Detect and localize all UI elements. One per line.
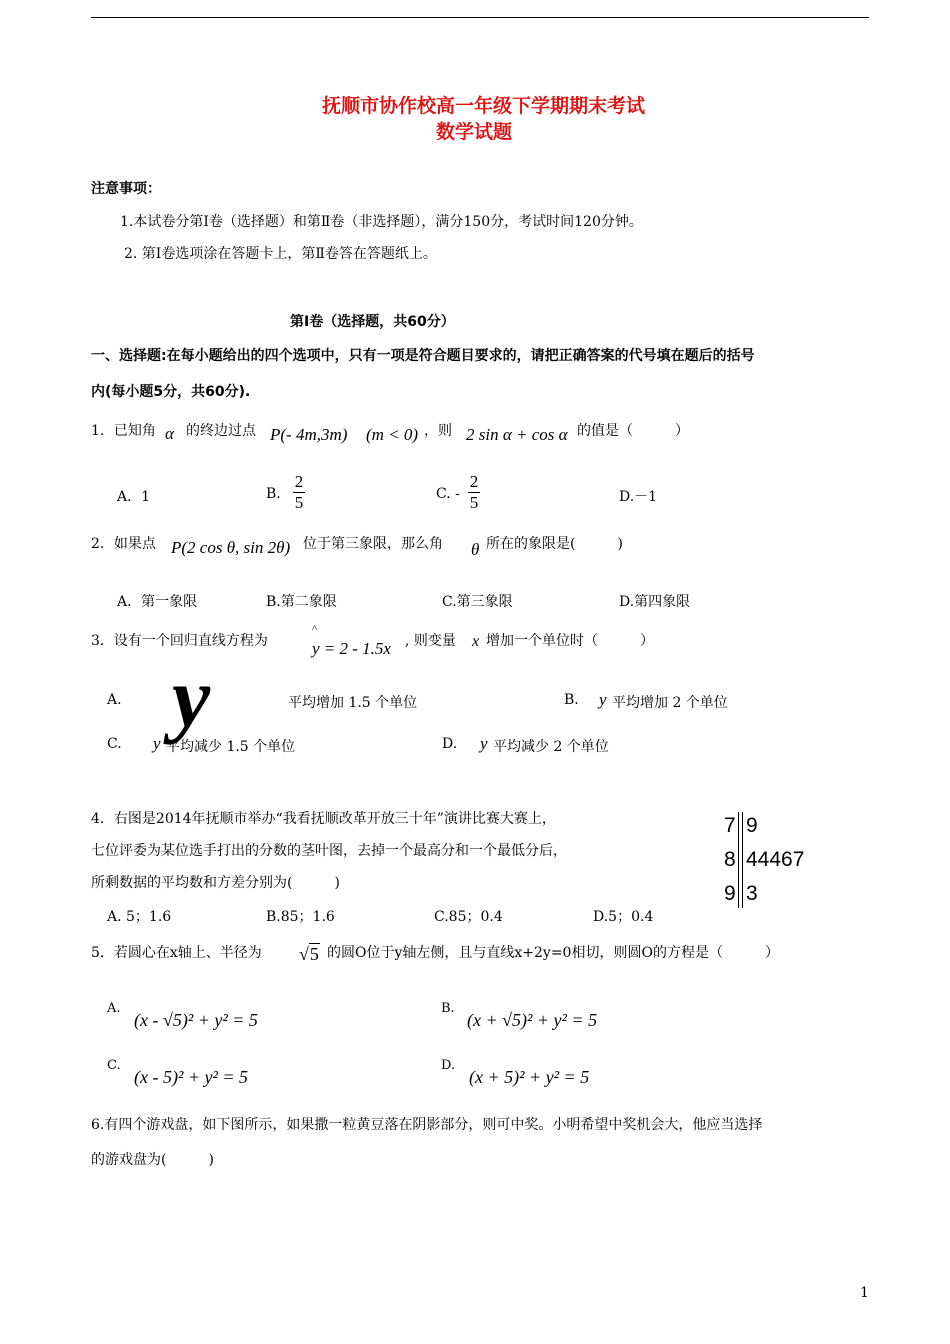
- section-heading: 第Ⅰ卷（选择题，共60分）: [290, 314, 455, 330]
- q1-option-a: A．1: [117, 489, 151, 505]
- q4-line-2: 七位评委为某位选手打出的分数的茎叶图，去掉一个最高分和一个最低分后，: [91, 843, 567, 859]
- leaf-values: 3: [746, 882, 758, 905]
- q1-point: P(- 4m,3m): [270, 425, 348, 444]
- q2-option-d: D.第四象限: [619, 594, 691, 610]
- q3-option-c-y: y: [153, 734, 161, 753]
- q5-text-1: 5．若圆心在x轴上、半径为: [91, 945, 262, 961]
- q1-option-d: D.－1: [619, 489, 658, 505]
- q1-option-c-denominator: 5: [469, 493, 479, 512]
- q3-x: x: [472, 633, 480, 650]
- section-instruction-line1: 一、选择题:在每小题给出的四个选项中，只有一项是符合题目要求的，请把正确答案的代号填在题后的括号: [91, 348, 755, 364]
- q3-option-a-text: 平均增加 1.5 个单位: [288, 695, 418, 711]
- q1-alpha: α: [165, 424, 174, 443]
- top-rule: [91, 17, 869, 18]
- q6-line-1: 6.有四个游戏盘，如下图所示，如果撒一粒黄豆落在阴影部分，则可中奖。小明希望中奖机会大，他应当选择: [91, 1117, 763, 1133]
- stem-value: 9: [724, 882, 736, 905]
- leaf-values: 9: [746, 814, 758, 837]
- q2-option-b: B.第二象限: [266, 594, 337, 610]
- q1-text-2: 的终边过点: [186, 423, 256, 439]
- q1-option-c-numerator: 2: [469, 472, 479, 491]
- q4-line-3: 所剩数据的平均数和方差分别为( ): [91, 875, 340, 891]
- section-instruction-line2: 内(每小题5分，共60分).: [91, 384, 251, 400]
- q5-option-c-label: C.: [107, 1058, 121, 1073]
- q3-option-b-y: y: [599, 690, 607, 709]
- q5-radius: 5: [309, 944, 319, 964]
- q5-option-a: (x - √5)² + y² = 5: [134, 1010, 258, 1030]
- q1-text-4: 的值是（ ）: [577, 423, 689, 439]
- page-number: 1: [860, 1285, 869, 1301]
- q1-condition: (m < 0): [366, 425, 419, 444]
- q1-option-c-fraction: [468, 472, 480, 513]
- q5-option-d-label: D.: [441, 1058, 456, 1073]
- leaf-values: 44467: [746, 848, 805, 871]
- q3-option-c-label: C.: [107, 736, 122, 752]
- q1-option-b-fraction: [293, 472, 305, 513]
- q3-option-b-text: 平均增加 2 个单位: [612, 695, 728, 711]
- q3-text-2: , 则变量: [405, 633, 456, 649]
- q2-theta: θ: [471, 540, 480, 559]
- q1-text-3: ，则: [424, 423, 452, 439]
- q3-option-d-text: 平均减少 2 个单位: [493, 739, 609, 755]
- q5-option-b-label: B.: [441, 1001, 455, 1016]
- q4-option-b: B.85；1.6: [266, 909, 335, 925]
- q3-text-3: 增加一个单位时（ ）: [486, 633, 654, 649]
- q2-text-1: 2．如果点: [91, 536, 156, 552]
- q2-text-3: 所在的象限是( ): [486, 536, 623, 552]
- q1-option-b-label: B.: [266, 486, 281, 502]
- q3-option-d-label: D.: [442, 736, 458, 752]
- notice-item-1: 1.本试卷分第Ⅰ卷（选择题）和第Ⅱ卷（非选择题），满分150分，考试时间120分钟。: [120, 214, 643, 230]
- q2-option-c: C.第三象限: [442, 594, 513, 610]
- q2-text-2: 位于第三象限，那么角: [303, 536, 443, 552]
- q1-option-b-numerator: 2: [294, 472, 304, 491]
- q2-point: P(2 cos θ, sin 2θ): [171, 538, 291, 557]
- q5-option-b: (x + √5)² + y² = 5: [467, 1010, 598, 1030]
- q1-expression: 2 sin α + cos α: [466, 425, 568, 444]
- stem-leaf-divider: [738, 812, 743, 908]
- page-title: 抚顺市协作校高一年级下学期期末考试: [322, 95, 646, 117]
- stem-value: 8: [724, 848, 736, 871]
- q3-option-b-label: B.: [564, 692, 579, 708]
- q3-text-1: 3．设有一个回归直线方程为: [91, 633, 268, 649]
- q4-line-1: 4．右图是2014年抚顺市举办“我看抚顺改革开放三十年”演讲比赛大赛上，: [91, 811, 556, 827]
- q3-option-d-y: y: [480, 734, 488, 753]
- q5-text-2: 的圆O位于y轴左侧，且与直线x+2y=0相切，则圆O的方程是（ ）: [327, 945, 779, 961]
- q4-option-c: C.85；0.4: [434, 909, 503, 925]
- notice-heading: 注意事项：: [91, 181, 161, 197]
- q3-equation: y = 2 - 1.5x: [312, 639, 391, 658]
- q2-option-a: A．第一象限: [117, 594, 198, 610]
- q5-radius-sqrt: √5: [299, 944, 319, 964]
- q1-text-1: 1．已知角: [91, 423, 156, 439]
- q1-option-b-denominator: 5: [294, 493, 304, 512]
- q1-option-c-label: C. -: [436, 486, 460, 502]
- page-subtitle: 数学试题: [436, 121, 513, 143]
- q5-option-d: (x + 5)² + y² = 5: [469, 1067, 590, 1087]
- q3-option-c-text: 平均减少 1.5 个单位: [166, 739, 296, 755]
- q5-option-c: (x - 5)² + y² = 5: [134, 1067, 249, 1087]
- q6-line-2: 的游戏盘为( ): [91, 1152, 214, 1168]
- q5-option-a-label: A.: [107, 1001, 121, 1016]
- notice-item-2: 2. 第Ⅰ卷选项涂在答题卡上，第Ⅱ卷答在答题纸上。: [124, 246, 437, 262]
- q3-hat: ^: [312, 623, 318, 635]
- q4-option-a: A. 5；1.6: [107, 909, 172, 925]
- q3-option-a-label: A.: [107, 692, 122, 708]
- stem-value: 7: [724, 814, 736, 837]
- q3-option-a-y: y: [172, 649, 211, 745]
- q4-option-d: D.5；0.4: [593, 909, 654, 925]
